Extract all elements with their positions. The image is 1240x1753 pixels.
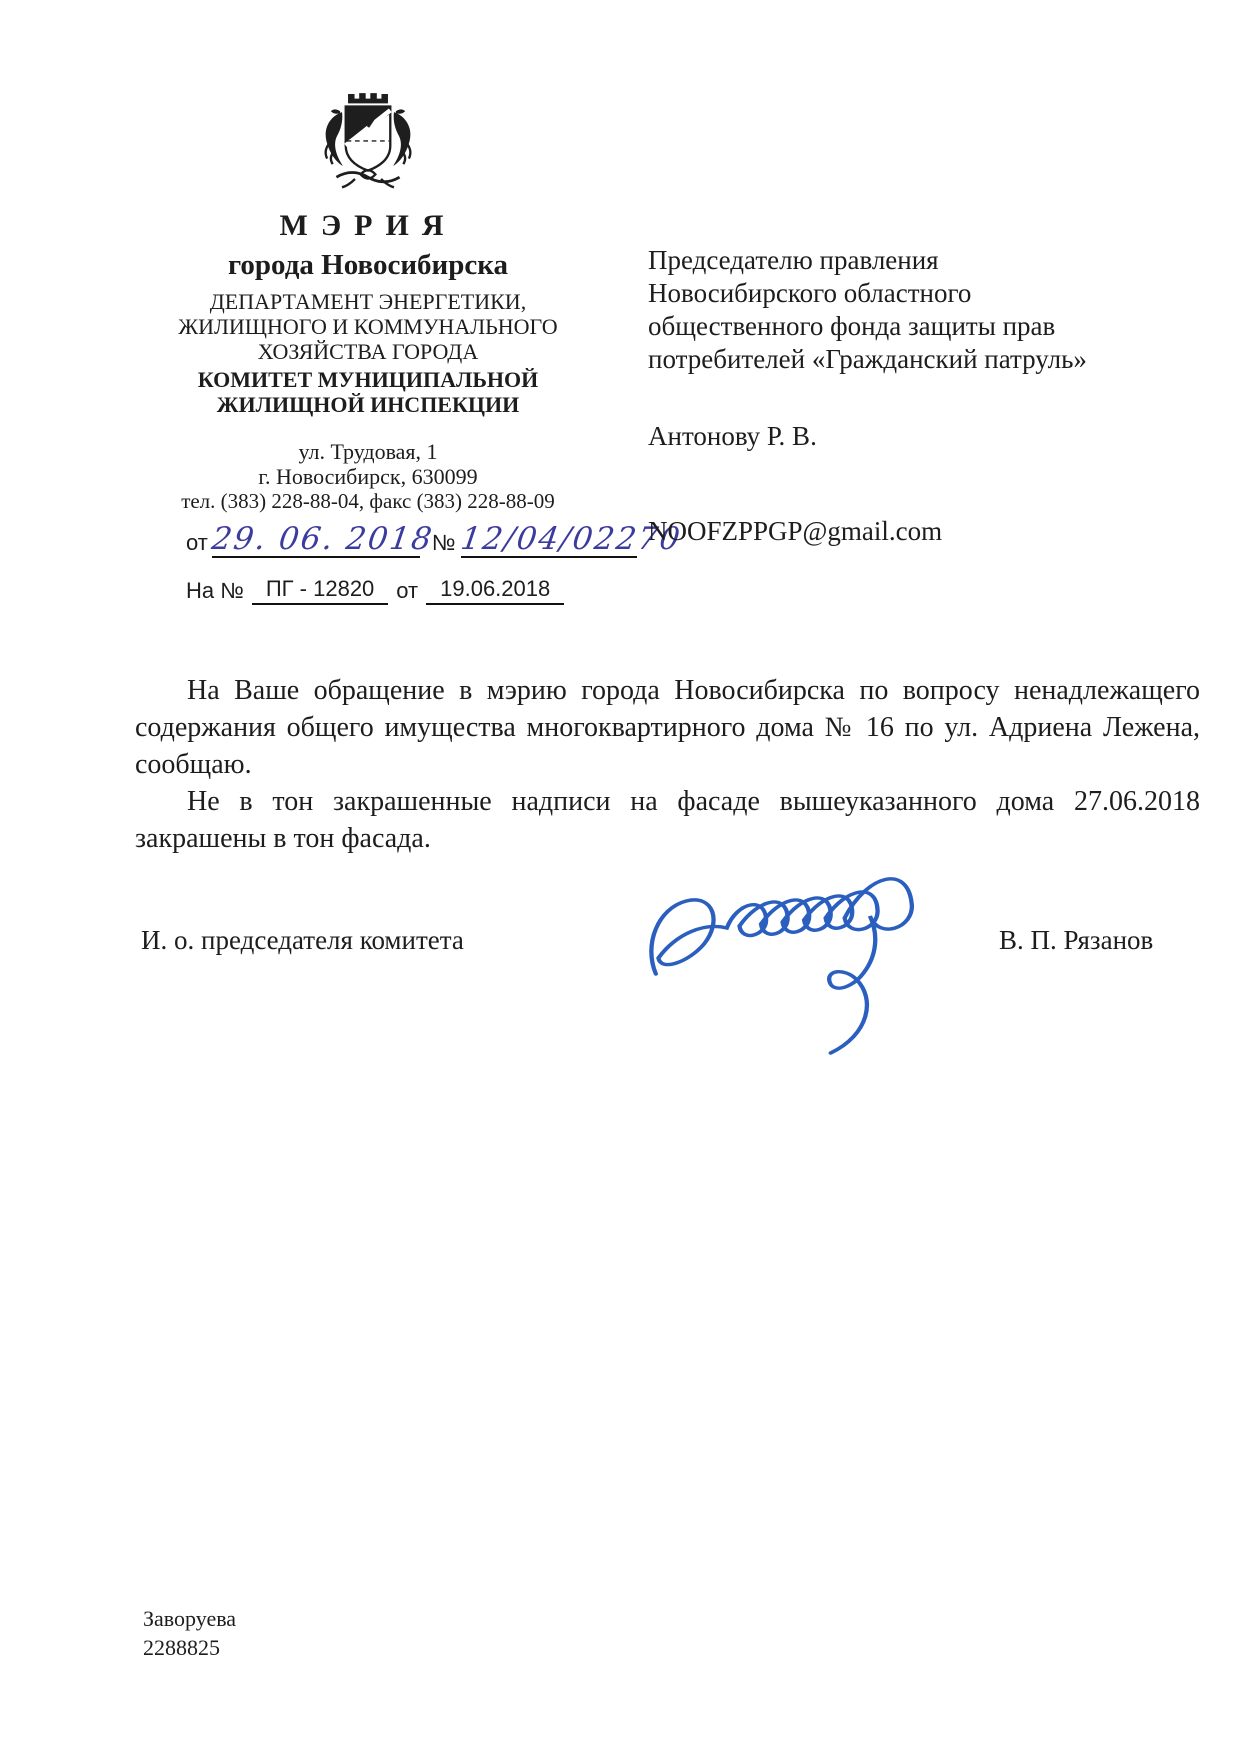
handwritten-number-field (458, 521, 685, 558)
number-sign-label: № (431, 530, 456, 555)
letter-body (135, 672, 1200, 857)
handwritten-number: 12/04/02270 (458, 521, 685, 557)
signer-position: И. о. председателя комитета (141, 925, 464, 955)
body-paragraph-1: На Ваше обращение в мэрию города Новосибирска по вопросу ненадлежащего содержания общего имущества многоквартирного дома № 16 по ул. Адриена Лежена, сообщаю. (135, 675, 1200, 780)
outgoing-reference-line (186, 521, 685, 558)
recipient-line: Новосибирского областного (648, 278, 972, 308)
recipient-line: общественного фонда защиты прав (648, 311, 1056, 341)
reply-to-label: На № (186, 578, 244, 603)
recipient-email: NOOFZPPGP@gmail.com (648, 516, 943, 546)
handwritten-date: 29. 06. 2018 (209, 521, 436, 557)
executor-block (143, 1604, 236, 1662)
recipient-name: Антонову Р. В. (648, 421, 817, 451)
address-line: ул. Трудовая, 1 (298, 439, 438, 464)
executor-name: Заворуева (143, 1606, 237, 1631)
recipient-line: потребителей «Гражданский патруль» (648, 344, 1087, 374)
address-line: г. Новосибирск, 630099 (258, 464, 478, 489)
body-paragraph-2: Не в тон закрашенные надписи на фасаде вышеуказанного дома 27.06.2018 закрашены в тон фасада. (135, 786, 1200, 854)
committee-line: ЖИЛИЩНОЙ ИНСПЕКЦИИ (216, 392, 520, 417)
recipient-block (648, 244, 1128, 548)
recipient-line: Председателю правления (648, 245, 939, 275)
phone-fax-line: тел. (383) 228-88-04, факс (383) 228-88-09 (181, 489, 555, 513)
novosibirsk-coat-of-arms-icon (312, 88, 424, 197)
signer-name: В. П. Рязанов (999, 925, 1154, 955)
incoming-reference-line (186, 576, 572, 605)
department-line: ДЕПАРТАМЕНТ ЭНЕРГЕТИКИ, (209, 289, 527, 314)
committee-line: КОМИТЕТ МУНИЦИПАЛЬНОЙ (197, 367, 539, 392)
department-line: ЖИЛИЩНОГО И КОММУНАЛЬНОГО (178, 314, 558, 339)
org-name-line2: города Новосибирска (227, 249, 509, 281)
reply-date: 19.06.2018 (426, 576, 564, 605)
executor-phone: 2288825 (143, 1635, 220, 1660)
org-name-line1: МЭРИЯ (279, 209, 457, 242)
department-line: ХОЗЯЙСТВА ГОРОДА (257, 339, 479, 364)
reply-number: ПГ - 12820 (252, 576, 388, 605)
letterhead-block (140, 88, 596, 514)
handwritten-date-field (209, 521, 436, 558)
from-label: от (186, 530, 208, 555)
reply-from-label: от (396, 578, 419, 603)
handwritten-signature-icon (628, 872, 1008, 1112)
